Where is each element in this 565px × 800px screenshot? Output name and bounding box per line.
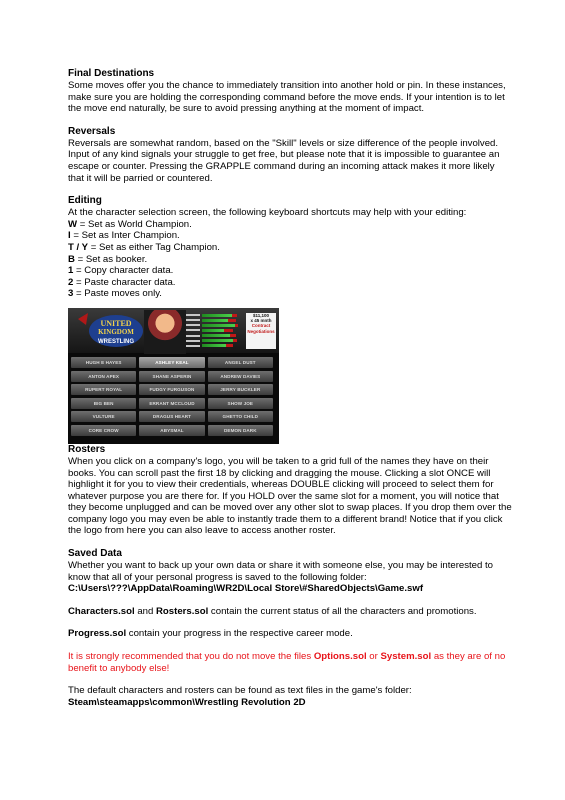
shortcut-item: I = Set as Inter Champion. <box>68 230 180 242</box>
contract-panel <box>246 313 276 349</box>
default-files-note: The default characters and rosters can be found as text files in the game's folder: <box>68 685 412 697</box>
rosters-body: When you click on a company's logo, you will be taken to a grid full of the names they have on their books. You can scroll past the first 18 by clicking and dragging the mouse. Clicking a slot ONCE will highlight it for you to view their credentials, whereas DOUBLE clicking will proceed to select them for whatever purpose you are there for. If you HOLD over the same slot for a moment, you will notice that they become unplugged and can be moved over any other slot to swap places. If you drop them over the company logo you may even be able to instantly trade them to a different brand! Notice that if you click the logo from here you can also leave to access another roster. <box>68 455 512 537</box>
final-destinations-body: Some moves offer you the chance to immediately transition into another hold or pin. In these instances, make sure you are holding the corresponding command before the move ends. If your intention is to let the move end naturally, be sure to avoid pressing anything at the moment of impact. <box>68 80 506 115</box>
contract-note: Contract Negotiations <box>247 323 275 334</box>
logo-text-2: KINGDOM <box>98 327 134 336</box>
roster-slot[interactable]: SHOW JOE <box>208 398 273 409</box>
shortcut-item: 1 = Copy character data. <box>68 265 174 277</box>
shortcut-item: 2 = Paste character data. <box>68 276 176 288</box>
characters-rosters-note: Characters.sol and Rosters.sol contain the current status of all the characters and promotions. <box>68 605 477 617</box>
game-folder-path: Steam\steamapps\common\Wrestling Revolution 2D <box>68 696 306 708</box>
shortcut-item: T / Y = Set as either Tag Champion. <box>68 241 220 253</box>
contract-amount: $11,100 <box>252 312 270 318</box>
shortcut-list <box>68 219 513 300</box>
reversals-heading: Reversals <box>68 125 116 137</box>
company-logo <box>74 311 144 351</box>
roster-slot[interactable]: ANDREW DAVIES <box>208 371 273 382</box>
stat-bars <box>186 313 242 351</box>
roster-slot[interactable]: BIG BEN <box>71 398 136 409</box>
reversals-body: Reversals are somewhat random, based on the "Skill" levels or size difference of the people involved. Input of any kind signals your struggle to get free, but please note that it is impossible to guarantee an escape or counter. Pressing the GRAPPLE command during an incoming attack makes it more likely that it will be parried or countered. <box>68 137 500 184</box>
save-folder-path: C:\Users\???\AppData\Roaming\WR2D\Local Store\#SharedObjects\Game.swf <box>68 583 424 595</box>
roster-slot[interactable]: FUDGY FURGUSON <box>139 384 204 395</box>
roster-slot[interactable]: CORE CROW <box>71 425 136 436</box>
shortcut-item: 3 = Paste moves only. <box>68 288 162 300</box>
saved-data-body: Whether you want to back up your own data or share it with someone else, you may be interested to know that all of your personal progress is saved to the following folder: <box>68 560 494 583</box>
progress-note: Progress.sol contain your progress in the respective career mode. <box>68 628 353 640</box>
roster-slot-selected[interactable]: ASHLEY KEAL <box>139 357 204 368</box>
roster-slot[interactable]: ANTON APEX <box>71 371 136 382</box>
roster-slot[interactable]: ANGEL DUST <box>208 357 273 368</box>
rosters-heading: Rosters <box>68 443 106 455</box>
roster-slot[interactable]: JERRY BUCKLER <box>208 384 273 395</box>
warning-note: It is strongly recommended that you do not move the files Options.sol or System.sol as they are of no benefit to anybody else! <box>68 651 506 674</box>
roster-slot[interactable]: RUPERT ROYAL <box>71 384 136 395</box>
roster-grid <box>71 357 276 439</box>
roster-slot[interactable]: GHETTO CHILD <box>208 411 273 422</box>
roster-slot[interactable]: ERRANT MCCLOUD <box>139 398 204 409</box>
contract-term: x 45 mnth <box>250 318 272 324</box>
final-destinations-heading: Final Destinations <box>68 68 155 79</box>
document-page <box>68 68 513 708</box>
shortcut-item: B = Set as booker. <box>68 253 148 265</box>
roster-slot[interactable]: SHANE ASPERIN <box>139 371 204 382</box>
editing-heading: Editing <box>68 195 102 207</box>
roster-slot[interactable]: ABYSMAL <box>139 425 204 436</box>
roster-slot[interactable]: DRAGUS HEART <box>139 411 204 422</box>
editing-intro: At the character selection screen, the following keyboard shortcuts may help with your editing: <box>68 207 467 219</box>
wrestler-portrait <box>144 310 186 354</box>
saved-data-heading: Saved Data <box>68 548 122 560</box>
roster-slot[interactable]: DEMON DARK <box>208 425 273 436</box>
logo-text-1: UNITED <box>100 318 132 328</box>
roster-slot[interactable]: HUGH E HAYES <box>71 357 136 368</box>
roster-slot[interactable]: VULTURE <box>71 411 136 422</box>
shortcut-item: W = Set as World Champion. <box>68 218 192 230</box>
roster-screenshot <box>68 308 279 444</box>
logo-text-3: WRESTLING <box>98 338 134 345</box>
